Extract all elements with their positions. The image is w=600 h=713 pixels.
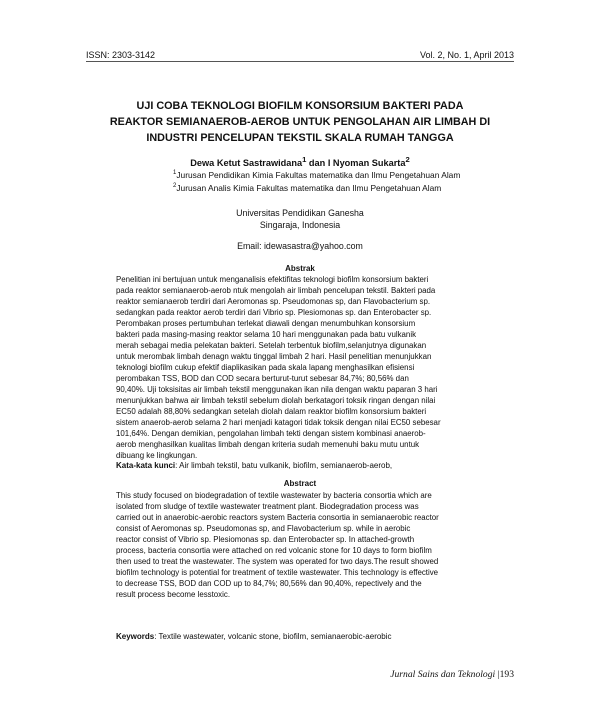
abstract-heading: Abstract xyxy=(283,479,317,488)
kata-kunci-text: : Air limbah tekstil, batu vulkanik, biofilm, semianaerob-aerob, xyxy=(175,461,393,470)
running-header xyxy=(86,46,514,60)
author-name: I Nyoman Sukarta xyxy=(327,158,406,169)
institution: Universitas Pendidikan Ganesha xyxy=(236,208,364,218)
keywords-label: Keywords xyxy=(116,632,155,641)
abstrak-line: EC50 adalah 88,80% sedangkan setelah diolah dalam reaktor biofilm konsorsium bakteri xyxy=(116,407,427,416)
abstrak-line: merah sebagai media pelekatan bakteri. Setelah terbentuk biofilm,selanjutnya digunakan xyxy=(116,341,427,350)
kata-kunci-line xyxy=(116,461,496,470)
footer-page-number: |193 xyxy=(497,669,514,680)
abstract-line: reactor consist of Vibrio sp. Plesiomonas sp. dan Enterobacter sp. In attached-growth xyxy=(116,535,415,544)
author-connector: dan xyxy=(306,158,328,169)
abstrak-body xyxy=(116,274,484,461)
kata-kunci-label: Kata-kata kunci xyxy=(116,461,176,470)
affiliation-text: Jurusan Pendidikan Kimia Fakultas matematika dan Ilmu Pengetahuan Alam xyxy=(176,170,461,180)
abstrak-line: Perombakan proses pertumbuhan terlekat diawali dengan menumbuhkan konsorsium xyxy=(116,319,416,328)
author-superscript: 1 xyxy=(302,155,307,164)
abstrak-line: perombakan TSS, BOD dan COD secara berturut-turut sebesar 84,7%; 80,56% dan xyxy=(116,374,409,383)
abstrak-line: sedangkan pada reaktor aerob terdiri dari Vibrio sp. Plesiomonas sp. dan Enterobacter sp. xyxy=(116,308,432,317)
abstrak-line: teknologi biofilm cukup efektif diaplikasikan pada skala lapang menghasilkan efisiensi xyxy=(116,363,415,372)
abstract-line: isolated from sludge of textile wastewater treatment plant. Biodegradation process was xyxy=(116,502,419,511)
city: Singaraja, Indonesia xyxy=(259,220,341,230)
keywords-line xyxy=(116,632,496,641)
abstrak-line: menunjukkan bahwa air limbah tekstil sebelum diolah berkatagori toksik ringan dengan nilai xyxy=(116,396,436,405)
keywords-text: : Textile wastewater, volcanic stone, biofilm, semianaerobic-aerobic xyxy=(154,632,392,641)
author-line xyxy=(0,155,600,168)
affiliation xyxy=(173,170,460,180)
abstrak-line: dibuang ke lingkungan. xyxy=(116,451,198,460)
email: Email: idewasastra@yahoo.com xyxy=(237,241,363,251)
abstract-line: carried out in anaerobic-aerobic reactors system Bacteria consortia in semianaerobic reactor xyxy=(116,513,439,522)
affiliation xyxy=(173,183,441,193)
issn-label: ISSN: 2303-3142 xyxy=(86,50,156,60)
abstrak-line: Penelitian ini bertujuan untuk menganalisis efektifitas teknologi biofilm konsorsium bakteri xyxy=(116,275,429,284)
abstract-body xyxy=(116,490,484,600)
paper-title xyxy=(90,98,510,146)
abstract-line: process, bacteria consortia were attached on red volcanic stone for 10 days to form biofilm xyxy=(116,546,432,555)
volume-label: Vol. 2, No. 1, April 2013 xyxy=(419,50,514,60)
abstract-line: This study focused on biodegradation of textile wastewater by bacteria consortia which are xyxy=(116,491,432,500)
abstrak-line: bakteri pada masing-masing reaktor selama 10 hari menggunakan pada batu vulkanik xyxy=(116,330,417,339)
abstrak-line: 101,64%. Dengan demikian, pengolahan limbah tekti dengan sistem kombinasi anaerob- xyxy=(116,429,426,438)
abstrak-line: reaktor semianaerob terdiri dari Aeromonas sp. Pseudomonas sp, dan Flavobacterium sp. xyxy=(116,297,431,306)
title-line: REAKTOR SEMIANAEROB-AEROB UNTUK PENGOLAHAN AIR LIMBAH DI xyxy=(109,116,491,128)
abstrak-heading: Abstrak xyxy=(285,264,315,273)
abstract-line: result process become lesstoxic. xyxy=(116,590,231,599)
page-footer xyxy=(390,669,514,680)
title-line: UJI COBA TEKNOLOGI BIOFILM KONSORSIUM BAKTERI PADA xyxy=(136,100,464,112)
abstrak-line: aerob menghasilkan kualitas limbah dengan kriteria sudah memenuhi baku mutu untuk xyxy=(116,440,420,449)
header-rule xyxy=(86,61,514,62)
title-line: INDUSTRI PENCELUPAN TEKSTIL SKALA RUMAH TANGGA xyxy=(146,132,454,144)
abstract-line: to decrease TSS, BOD dan COD up to 84,7%; 80,56% dan 90,40%, repectively and the xyxy=(116,579,422,588)
footer-journal: Jurnal Sains dan Teknologi xyxy=(390,669,496,680)
abstrak-line: sistem anaerob-aerob selama 2 hari menjadi katagori tidak toksik dengan nilai EC50 sebesar xyxy=(116,418,441,427)
affiliation-superscript: 2 xyxy=(173,183,177,190)
abstrak-line: untuk merombak limbah denagn waktu tinggal limbah 2 hari. Hasil penelitian menunjukkan xyxy=(116,352,432,361)
affiliation-superscript: 1 xyxy=(173,170,177,177)
abstrak-line: 90,40%. Uji toksisitas air limbah tekstil menggunakan ikan nila dengan waktu paparan 3 hari xyxy=(116,385,438,394)
author-name: Dewa Ketut Sastrawidana xyxy=(190,158,303,169)
abstract-line: then used to treat the wastewater. The system was operated for two days.The result showed xyxy=(116,557,439,566)
abstract-line: consist of Aeromonas sp. Pseudomonas sp, and Flavobacterium sp. while in aerobic xyxy=(116,524,411,533)
abstract-line: biofilm technology is potential for treatment of textile wastewater. This technology is effective xyxy=(116,568,439,577)
affiliation-text: Jurusan Analis Kimia Fakultas matematika dan Ilmu Pengetahuan Alam xyxy=(176,183,442,193)
author-superscript: 2 xyxy=(405,155,410,164)
abstrak-line: pada reaktor semianaerob-aerob ntuk mengolah air limbah pencelupan tekstil. Bakteri pada xyxy=(116,286,436,295)
